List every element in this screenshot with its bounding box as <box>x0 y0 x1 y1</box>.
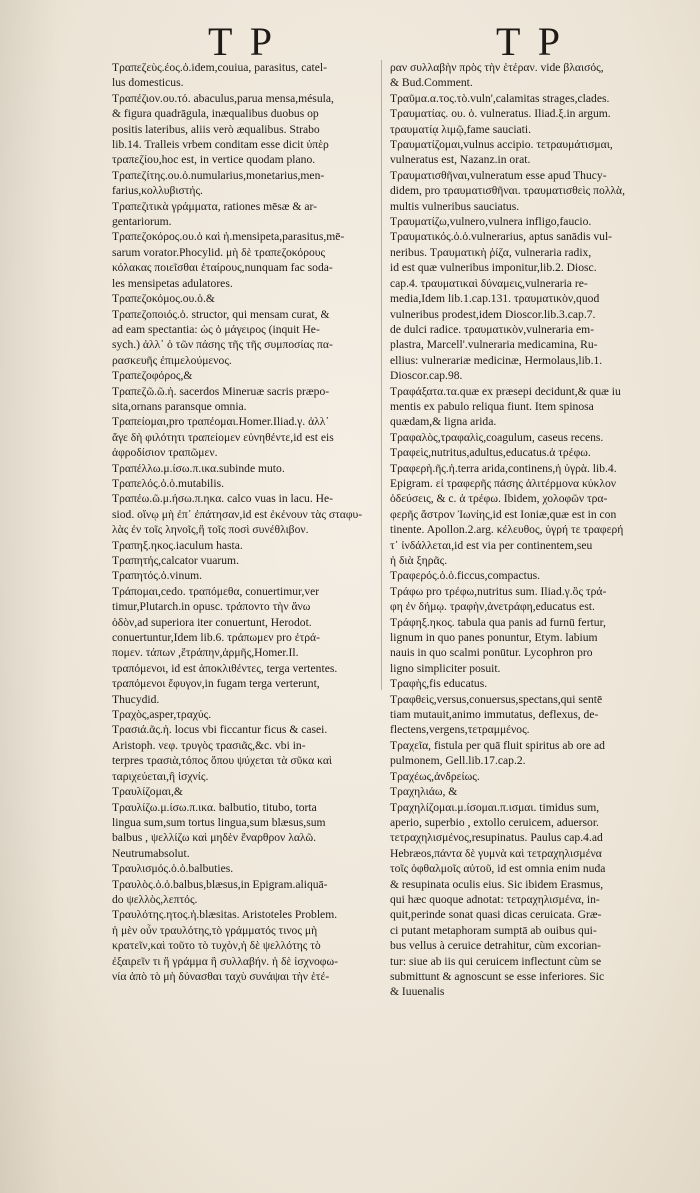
text-line: Τράπομαι,cedo. τραπόμεθα, conuertimur,ver <box>112 584 320 598</box>
text-line: Τραυλὸς.ὁ.ὁ.balbus,blæsus,in Epigram.aliquā- <box>112 877 328 891</box>
text-line: κόλακας ποιεῖσθαι ἑταίρους,nunquam fac soda- <box>112 261 333 275</box>
text-line: Τραυλίζομαι,& <box>112 785 183 799</box>
right-column <box>390 60 660 1000</box>
text-line: qui hæc quoque adnotat: τετραχηλισμένα, in- <box>390 892 600 906</box>
text-line: & Iuuenalis <box>390 985 445 999</box>
text-line: vulneratus est, Nazanz.in orat. <box>390 153 531 167</box>
text-line: Τρασιά.ᾶς.ἡ. locus vbi ficcantur ficus & casei. <box>112 723 328 737</box>
left-column <box>112 60 382 984</box>
text-line: neribus. Τραυματικὴ ῥίζα, vulneraria radix, <box>390 245 592 259</box>
text-line: Τραφάξατα.τα.quæ ex præsepi decidunt,& quæ iu <box>390 384 621 398</box>
text-line: submittunt & agnoscunt se esse inferiores. Sic <box>390 969 605 983</box>
text-line: Τραυματισθῆναι,vulneratum esse apud Thucy- <box>390 168 607 182</box>
text-line: id est quæ vulneribus imponitur,lib.2. Diosc. <box>390 261 597 275</box>
text-line: bus vellus à ceruice detrahitur, cùm excorian- <box>390 939 602 953</box>
text-line: ἀφροδίσιον τραπῶμεν. <box>112 446 218 460</box>
text-line: aperio, superbio , extollo ceruicem, aduersor. <box>390 815 599 829</box>
text-line: & Bud.Comment. <box>390 76 473 90</box>
text-line: quædam,& ligna arida. <box>390 415 497 429</box>
text-line: Aristoph. νεφ. τρυγὸς τρασιᾶς,&c. vbi in- <box>112 738 306 752</box>
text-line: Τραπεζοφόρος,& <box>112 369 193 383</box>
text-line: ραν συλλαβὴν πρὸς τὴν ἑτέραν. vide βλαισός, <box>390 61 604 74</box>
running-head-left: T P <box>208 19 276 64</box>
text-line: Τραχὸς,asper,τραχύς. <box>112 708 212 722</box>
text-line: plastra, Marcell'.vulneraria medicamina, Ru- <box>390 338 598 352</box>
text-line: Τραπεζοκόμος.ου.ὁ.& <box>112 292 215 306</box>
text-line: Τραπέζιον.ου.τό. abaculus,parua mensa,mésula, <box>112 91 334 105</box>
text-line: φερῆς ἄστρον Ἰωνίης,id est Ioniæ,quæ est in con <box>390 507 617 521</box>
text-line: τετραχηλισμένος,resupinatus. Paulus cap.4.ad <box>390 831 603 845</box>
text-line: πομεν. τάπων ,ἔτράπην,ἀρμῆς,Homer.Il. <box>112 646 299 660</box>
text-line: Τραπεζιτικὰ γράμματα, rationes mēsæ & ar- <box>112 199 317 213</box>
text-line: Τραφθεὶς,versus,conuersus,spectans,qui sentē <box>390 692 603 706</box>
text-line: Τραχεῖα, fistula per quā fluit spiritus ab ore ad <box>390 738 605 752</box>
text-line: ellius: vulnerariæ medicinæ, Hermolaus,lib.1. <box>390 353 603 367</box>
text-line: lib.14. Tralleis vrbem conditam esse dicit ὑπὲρ <box>112 138 329 152</box>
text-line: κρατεῖν,καὶ τοῦτο τὸ τυχὸν,ἡ δὲ ψελλότης τὸ <box>112 939 321 953</box>
text-line: multis vulneribus sauciatus. <box>390 199 520 213</box>
text-line: Τραπεζοποιός.ὁ. structor, qui mensam curat, & <box>112 307 330 321</box>
text-line: Τραπεζίτης.ου.ὁ.numularius,monetarius,men- <box>112 168 325 182</box>
text-line: Τράφω pro τρέφω,nutritus sum. Iliad.γ.ὃς τρά- <box>390 584 607 598</box>
text-line: quit,perinde sonat quasi dicas ceruicata. Græ- <box>390 908 602 922</box>
text-line: positis lateribus, aliis verò æqualibus. Strabo <box>112 122 320 136</box>
text-line: Τραφὴς,fis educatus. <box>390 677 488 691</box>
text-line: Τραυλίζω.μ.ίσω.π.ικα. balbutio, titubo, torta <box>112 800 317 814</box>
text-line: de dulci radice. τραυματικὸν,vulneraria em- <box>390 322 595 336</box>
text-line: les mensipetas adulatores. <box>112 276 233 290</box>
text-line: lus domesticus. <box>112 76 184 90</box>
text-line: ρασκευῆς ἐπιμελούμενος. <box>112 353 232 367</box>
text-line: νία ἀπὸ τὸ μὴ δύνασθαι ταχὺ συνάψαι τὴν ἑτέ- <box>112 969 330 983</box>
text-line: Τραφαλὸς,τραφαλὶς,coagulum, caseus recens. <box>390 430 604 444</box>
text-line: Thucydid. <box>112 692 160 706</box>
text-line: Epigram. εἰ τραφερῆς πάσης ἀλιτέρμονα κύκλον <box>390 476 617 490</box>
text-line: vulneribus prodest,idem Dioscor.lib.3.cap.7. <box>390 307 596 321</box>
text-line: Τραφεὶς,nutritus,adultus,educatus.ἀ τρέφω. <box>390 446 591 460</box>
text-line: siod. οἴνῳ μὴ ἐπ᾽ ἐπάτησαν,id est ἐκένουν τὰς σταφυ- <box>112 507 363 521</box>
text-line: τραυματίᾳ λιμῷ,fame sauciati. <box>390 122 532 136</box>
text-line: Neutrumabsolut. <box>112 846 190 860</box>
text-line: Τραχηλιάω, & <box>390 785 458 799</box>
text-line: ἡ μὲν οὖν τραυλότης,τὸ γράμματός τινος μὴ <box>112 923 318 937</box>
text-line: do ψελλὸς,λεπτός. <box>112 892 198 906</box>
text-line: Τραυματικός.ὁ.ὁ.vulnerarius, aptus sanādis vul- <box>390 230 613 244</box>
text-line: λὰς ἐν τοῖς ληνοῖς,ἢ τοῖς ποσὶ συνέθλιβον. <box>112 523 309 537</box>
text-line: Τραπητός.ὁ.vinum. <box>112 569 203 583</box>
text-line: τραπόμενοι, id est ἀποκλιθέντες, terga vertentes. <box>112 661 338 675</box>
text-line: Hebræos,πάντα δὲ γυμνὰ καὶ τετραχηλισμένα <box>390 846 602 860</box>
text-line: Τραυλότης.ητος.ἡ.blæsitas. Aristoteles Problem. <box>112 908 338 922</box>
text-line: sarum vorator.Phocylid. μὴ δὲ τραπεζοκόρους <box>112 245 326 259</box>
text-line: Τραχέως,ἀνδρείως. <box>390 769 480 783</box>
text-line: Τραφερός.ὁ.ὁ.ficcus,compactus. <box>390 569 541 583</box>
text-line: media,Idem lib.1.cap.131. τραυματικὸν,quod <box>390 292 600 306</box>
text-line: Dioscor.cap.98. <box>390 369 463 383</box>
text-line: Τραυματίας. ου. ὁ. vulneratus. Iliad.ξ.in argum. <box>390 107 611 121</box>
page-edge-shade <box>0 0 60 1193</box>
text-line: Τραφερὴ.ῆς.ἡ.terra arida,continens,ἡ ὑγρὰ. lib.4. <box>390 461 617 475</box>
text-line: τραπεζίου,hoc est, in vertice quodam plano. <box>112 153 316 167</box>
text-line: ligno simpliciter posuit. <box>390 661 501 675</box>
text-line: lignum in quo panes ponuntur, Etym. labium <box>390 631 598 645</box>
text-line: ὁδεύσεις, & c. ἀ τρέφω. Ibidem, χολοφῶν τρα- <box>390 492 608 506</box>
text-line: Τράφηξ.ηκος. tabula qua panis ad furnū fertur, <box>390 615 606 629</box>
text-line: & resupinata oculis eius. Sic ibidem Erasmus, <box>390 877 604 891</box>
text-line: tur: siue ab iis qui ceruicem inflectunt cùm se <box>390 954 602 968</box>
text-line: ἄγε δὴ φιλότητι τραπείομεν εὐνηθέντε,id est eis <box>112 430 334 444</box>
text-line: nauis in quo scalmi ponūtur. Lycophron pro <box>390 646 593 660</box>
text-line: Τραπηξ.ηκος.iaculum hasta. <box>112 538 243 552</box>
text-line: Τραυματίζομαι,vulnus accipio. τετραυμάτισμαι, <box>390 138 613 152</box>
text-line: Τραχηλίζομαι.μ.ίσομαι.π.ισμαι. timidus sum, <box>390 800 600 814</box>
text-line: τοῖς ὀφθαλμοῖς αὐτοῦ, id est omnia enim nuda <box>390 862 606 876</box>
text-line: tiam mutauit,animo immutatus, deflexus, de- <box>390 708 599 722</box>
text-line: mentis ex pabulo reliqua fiunt. Item spinosa <box>390 399 594 413</box>
text-line: farius,κολλυβιστής. <box>112 184 203 198</box>
text-line: ad eam spectantia: ὡς ὁ μάγειρος (inquit He- <box>112 322 320 336</box>
text-line: ταριχεύεται,ἢ ἰσχνίς. <box>112 769 209 783</box>
text-line: Τραπεζοκόρος.ου.ὁ καὶ ἡ.mensipeta,parasitus,mē- <box>112 230 345 244</box>
text-line: cap.4. τραυματικαὶ δύναμεις,vulneraria re- <box>390 276 588 290</box>
text-line: τραπόμενοι ἔφυγον,in fugam terga verterunt, <box>112 677 320 691</box>
column-divider <box>381 60 382 690</box>
text-line: Τραπείομαι,pro τραπέομαι.Homer.Iliad.γ. ἀλλ᾽ <box>112 415 330 429</box>
text-line: timur,Plutarch.in opusc. τράποντο τὴν ἄνω <box>112 600 311 614</box>
text-line: flectens,vergens,τετραμμένος. <box>390 723 530 737</box>
text-line: φη ἐν δήμῳ. τραφὴν,ἀνετράφη,educatus est. <box>390 600 595 614</box>
text-line: Τραῦμα.α.τος.τὸ.vuln',calamitas strages,clades. <box>390 91 610 105</box>
text-line: Τραπητής,calcator vuarum. <box>112 554 239 567</box>
text-line: Τραυματίζω,vulnero,vulnera infligo,faucio. <box>390 215 592 229</box>
text-line: lingua sum,sum tortus lingua,sum blæsus,sum <box>112 815 326 829</box>
text-line: tinente. Apollon.2.arg. κέλευθος, ὑγρή τε τραφερή <box>390 523 624 537</box>
text-line: terpres τρασιὰ,τόπος ὅπου ψύχεται τὰ σῦκα καὶ <box>112 754 333 768</box>
text-line: Τραπεζεὺς.έος.ὁ.idem,couiua, parasitus, catel- <box>112 61 327 74</box>
text-line: didem, pro τραυματισθῆναι. τραυματισθεὶς πολλὰ, <box>390 184 626 198</box>
text-line: pulmonem, Gell.lib.17.cap.2. <box>390 754 526 768</box>
text-line: sych.) ἀλλ᾽ ὁ τῶν πάσης τῆς τῆς συμποσίας πα- <box>112 338 333 352</box>
text-line: conuertuntur,Idem lib.6. τράπωμεν pro ἐτρά- <box>112 631 320 645</box>
text-line: Τραυλισμός.ὁ.ὁ.balbuties. <box>112 862 234 876</box>
text-line: & figura quadrāgula, inæqualibus duobus op <box>112 107 319 121</box>
text-line: ci putant metaphoram sumptā ab ouibus qui- <box>390 923 597 937</box>
text-line: Τραπεζῶ.ῶ.ἡ. sacerdos Mineruæ sacris præpo- <box>112 384 330 398</box>
text-line: sita,ornans paransque omnia. <box>112 399 247 413</box>
text-line: Τραπέω.ῶ.μ.ήσω.π.ηκα. calco vuas in lacu. He- <box>112 492 334 506</box>
text-line: ὁδὸν,ad superiora iter conuertunt, Herodot. <box>112 615 312 629</box>
text-line: ἡ διὰ ξηρᾶς. <box>390 554 448 567</box>
text-line: Τραπελός.ὁ.ὁ.mutabilis. <box>112 476 225 490</box>
text-line: balbus , ψελλίζω καὶ μηδὲν ἔναρθρον λαλῶ. <box>112 831 317 845</box>
text-line: Τραπέλλω.μ.ίσω.π.ικα.subinde muto. <box>112 461 285 475</box>
running-head-right: T P <box>496 19 564 64</box>
text-line: gentariorum. <box>112 215 172 229</box>
text-line: τ᾽ ἰνδάλλεται,id est via per continentem,seu <box>390 538 593 552</box>
text-line: ἐξαιρεῖν τι ἢ γράμμα ἢ συλλαβήν. ἡ δὲ ἰσχνοφω- <box>112 954 338 968</box>
